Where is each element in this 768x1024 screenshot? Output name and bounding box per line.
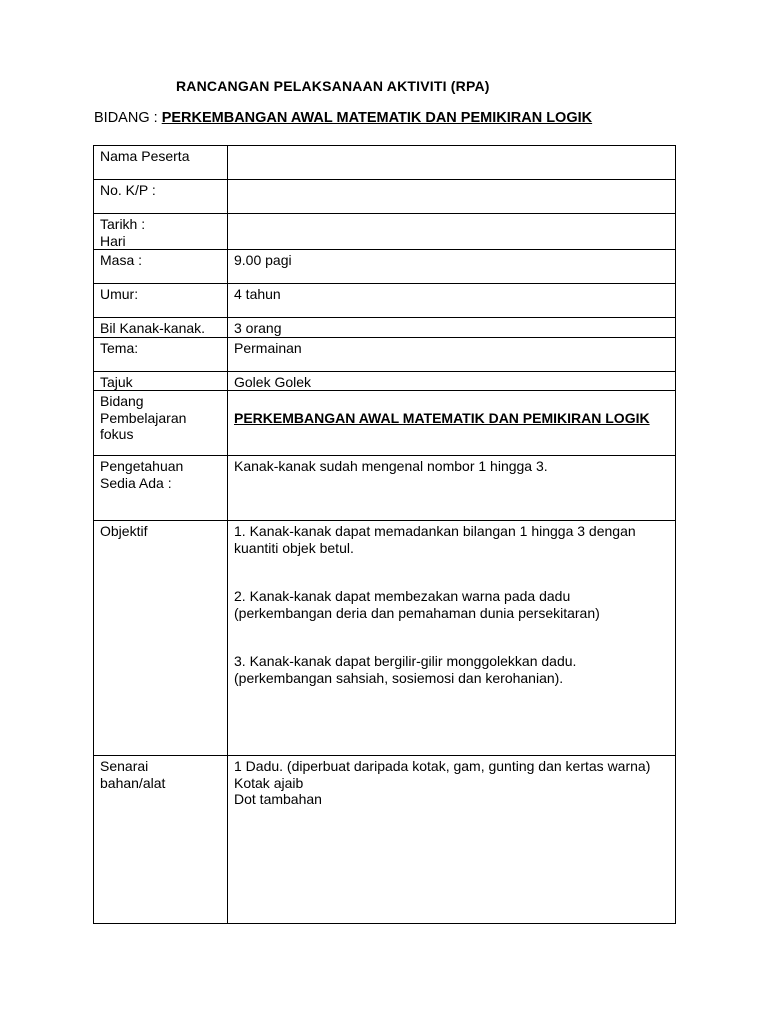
value-tarikh-hari — [228, 214, 676, 250]
objektif-item-2: 2. Kanak-kanak dapat membezakan warna pada dadu (perkembangan deria dan pemahaman dunia persekitaran) — [234, 588, 600, 621]
value-pengetahuan-sedia-ada: Kanak-kanak sudah mengenal nombor 1 hingga 3. — [228, 456, 676, 521]
row-bidang-pembelajaran — [94, 391, 676, 456]
label-bidang-line-2: Pembelajaran — [100, 409, 187, 426]
value-tajuk: Golek Golek — [228, 371, 676, 391]
value-no-kp — [228, 180, 676, 214]
label-bil-kanak-kanak: Bil Kanak-kanak. — [94, 318, 228, 338]
label-bidang-line-3: fokus — [100, 426, 134, 442]
row-objektif — [94, 521, 676, 756]
senarai-item-3: Dot tambahan — [234, 791, 322, 807]
row-tajuk — [94, 371, 676, 391]
row-nama-peserta — [94, 146, 676, 180]
value-umur: 4 tahun — [228, 284, 676, 318]
label-bidang-line-1: Bidang — [100, 393, 144, 409]
document-title: RANCANGAN PELAKSANAAN AKTIVITI (RPA) — [176, 78, 490, 94]
label-pengetahuan-line-1: Pengetahuan — [100, 458, 184, 474]
row-tarikh-hari — [94, 214, 676, 250]
bidang-header — [94, 110, 592, 126]
senarai-item-2: Kotak ajaib — [234, 774, 304, 791]
label-hari: Hari — [100, 232, 126, 249]
label-tajuk: Tajuk — [94, 371, 228, 391]
bidang-fokus-value: PERKEMBANGAN AWAL MATEMATIK DAN PEMIKIRAN LOGIK — [234, 410, 650, 426]
label-tarikh: Tarikh : — [100, 216, 146, 232]
value-bidang-pembelajaran — [228, 391, 676, 456]
label-tarikh-hari — [94, 214, 228, 250]
value-senarai-bahan — [228, 756, 676, 924]
label-no-kp: No. K/P : — [94, 180, 228, 214]
row-masa — [94, 250, 676, 284]
label-senarai-line-1: Senarai — [100, 758, 149, 774]
row-pengetahuan-sedia-ada — [94, 456, 676, 521]
value-bil-kanak-kanak: 3 orang — [228, 318, 676, 338]
value-masa: 9.00 pagi — [228, 250, 676, 284]
label-senarai-line-2: bahan/alat — [100, 774, 166, 791]
objektif-item-1: 1. Kanak-kanak dapat memadankan bilangan 1 hingga 3 dengan kuantiti objek betul. — [234, 523, 636, 556]
label-objektif: Objektif — [94, 521, 228, 756]
label-bidang-pembelajaran — [94, 391, 228, 456]
label-senarai-bahan — [94, 756, 228, 924]
label-tema: Tema: — [94, 337, 228, 371]
bidang-header-label: BIDANG : — [94, 110, 162, 126]
rpa-table — [93, 145, 676, 924]
row-senarai-bahan — [94, 756, 676, 924]
value-nama-peserta — [228, 146, 676, 180]
label-masa: Masa : — [94, 250, 228, 284]
row-no-kp — [94, 180, 676, 214]
label-pengetahuan-sedia-ada — [94, 456, 228, 521]
label-nama-peserta: Nama Peserta — [94, 146, 228, 180]
row-bil-kanak-kanak — [94, 318, 676, 338]
row-umur — [94, 284, 676, 318]
row-tema — [94, 337, 676, 371]
objektif-item-3: 3. Kanak-kanak dapat bergilir-gilir monggolekkan dadu. (perkembangan sahsiah, sosiemosi dan kerohanian). — [234, 653, 577, 686]
bidang-header-value: PERKEMBANGAN AWAL MATEMATIK DAN PEMIKIRAN LOGIK — [161, 110, 593, 126]
senarai-item-1: 1 Dadu. (diperbuat daripada kotak, gam, gunting dan kertas warna) — [234, 758, 651, 774]
label-pengetahuan-line-2: Sedia Ada : — [100, 474, 172, 491]
value-objektif — [228, 521, 676, 756]
value-tema: Permainan — [228, 337, 676, 371]
label-umur: Umur: — [94, 284, 228, 318]
